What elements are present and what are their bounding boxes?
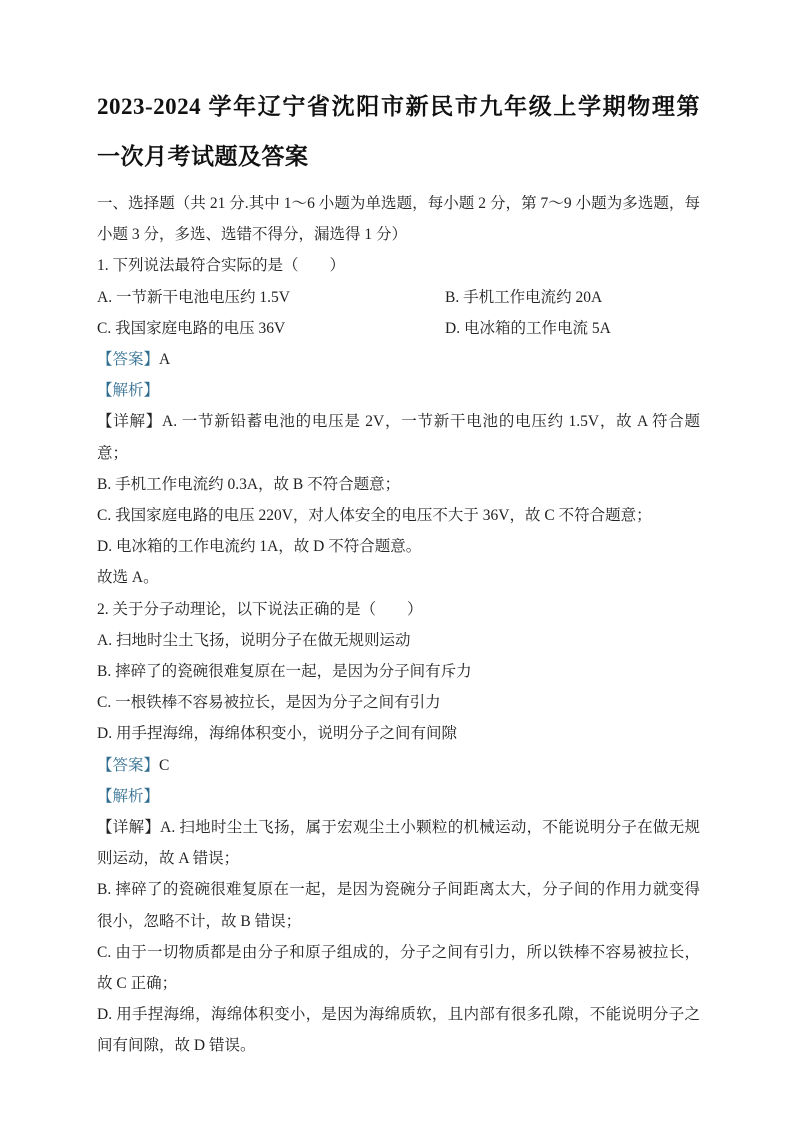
- question-1-detail-d: D. 电冰箱的工作电流约 1A，故 D 不符合题意。: [97, 538, 422, 556]
- page-title: 2023-2024 学年辽宁省沈阳市新民市九年级上学期物理第一次月考试题及答案: [97, 94, 700, 169]
- question-1-answer-value: A: [159, 351, 171, 369]
- question-2-detail-a: 【详解】A. 扫地时尘土飞扬，属于宏观尘土小颗粒的机械运动，不能说明分子在做无规则运动，故 A 错误；: [97, 819, 700, 868]
- question-2-detail-c: C. 由于一切物质都是由分子和原子组成的，分子之间有引力，所以铁棒不容易被拉长，故 C 正确；: [97, 943, 700, 993]
- analysis-label: 【解析】: [97, 787, 160, 805]
- question-1-analysis-line: [97, 375, 700, 406]
- question-1-detail-a: 【详解】A. 一节新铅蓄电池的电压是 2V，一节新干电池的电压约 1.5V，故 A 符合题意；: [97, 413, 700, 462]
- question-2-detail-b: B. 摔碎了的瓷碗很难复原在一起，是因为瓷碗分子间距离太大，分子间的作用力就变得很小，忽略不计，故 B 错误；: [97, 881, 700, 930]
- question-1-conclusion: 故选 A。: [97, 569, 159, 587]
- question-1-options: [97, 282, 700, 344]
- question-2-option-d: D. 用手捏海绵，海绵体积变小，说明分子之间有间隙: [97, 725, 457, 743]
- answer-label: 【答案】: [97, 351, 160, 369]
- question-1-option-d: D. 电冰箱的工作电流 5A: [445, 319, 611, 337]
- question-2-answer-line: [97, 750, 700, 781]
- question-1-detail-c: C. 我国家庭电路的电压 220V，对人体安全的电压不大于 36V，故 C 不符合题意；: [97, 507, 652, 525]
- analysis-label: 【解析】: [97, 382, 160, 400]
- question-1-stem: 1. 下列说法最符合实际的是（ ）: [97, 257, 346, 275]
- question-2-option-b: B. 摔碎了的瓷碗很难复原在一起，是因为分子间有斥力: [97, 663, 472, 681]
- document-body: [97, 188, 700, 1062]
- question-2-analysis-line: [97, 781, 700, 812]
- question-2-detail-d: D. 用手捏海绵，海绵体积变小，是因为海绵质软，且内部有很多孔隙，不能说明分子之间有间隙，故 D 错误。: [97, 1006, 700, 1055]
- question-1-answer-line: [97, 344, 700, 375]
- question-1-option-a: A. 一节新干电池电压约 1.5V: [97, 288, 290, 306]
- question-2-option-a: A. 扫地时尘土飞扬，说明分子在做无规则运动: [97, 631, 411, 649]
- question-1-detail-b: B. 手机工作电流约 0.3A，故 B 不符合题意；: [97, 475, 401, 493]
- answer-label: 【答案】: [97, 756, 160, 774]
- section-heading: 一、选择题（共 21 分.其中 1～6 小题为单选题，每小题 2 分，第 7～9 小题为多选题，每小题 3 分，多选、选错不得分，漏选得 1 分）: [97, 195, 700, 244]
- question-2-option-c: C. 一根铁棒不容易被拉长，是因为分子之间有引力: [97, 694, 441, 712]
- question-2-answer-value: C: [159, 756, 170, 774]
- question-1-option-c: C. 我国家庭电路的电压 36V: [97, 319, 286, 337]
- question-2-stem: 2. 关于分子动理论，以下说法正确的是（ ）: [97, 600, 423, 618]
- question-1-option-b: B. 手机工作电流约 20A: [445, 288, 603, 306]
